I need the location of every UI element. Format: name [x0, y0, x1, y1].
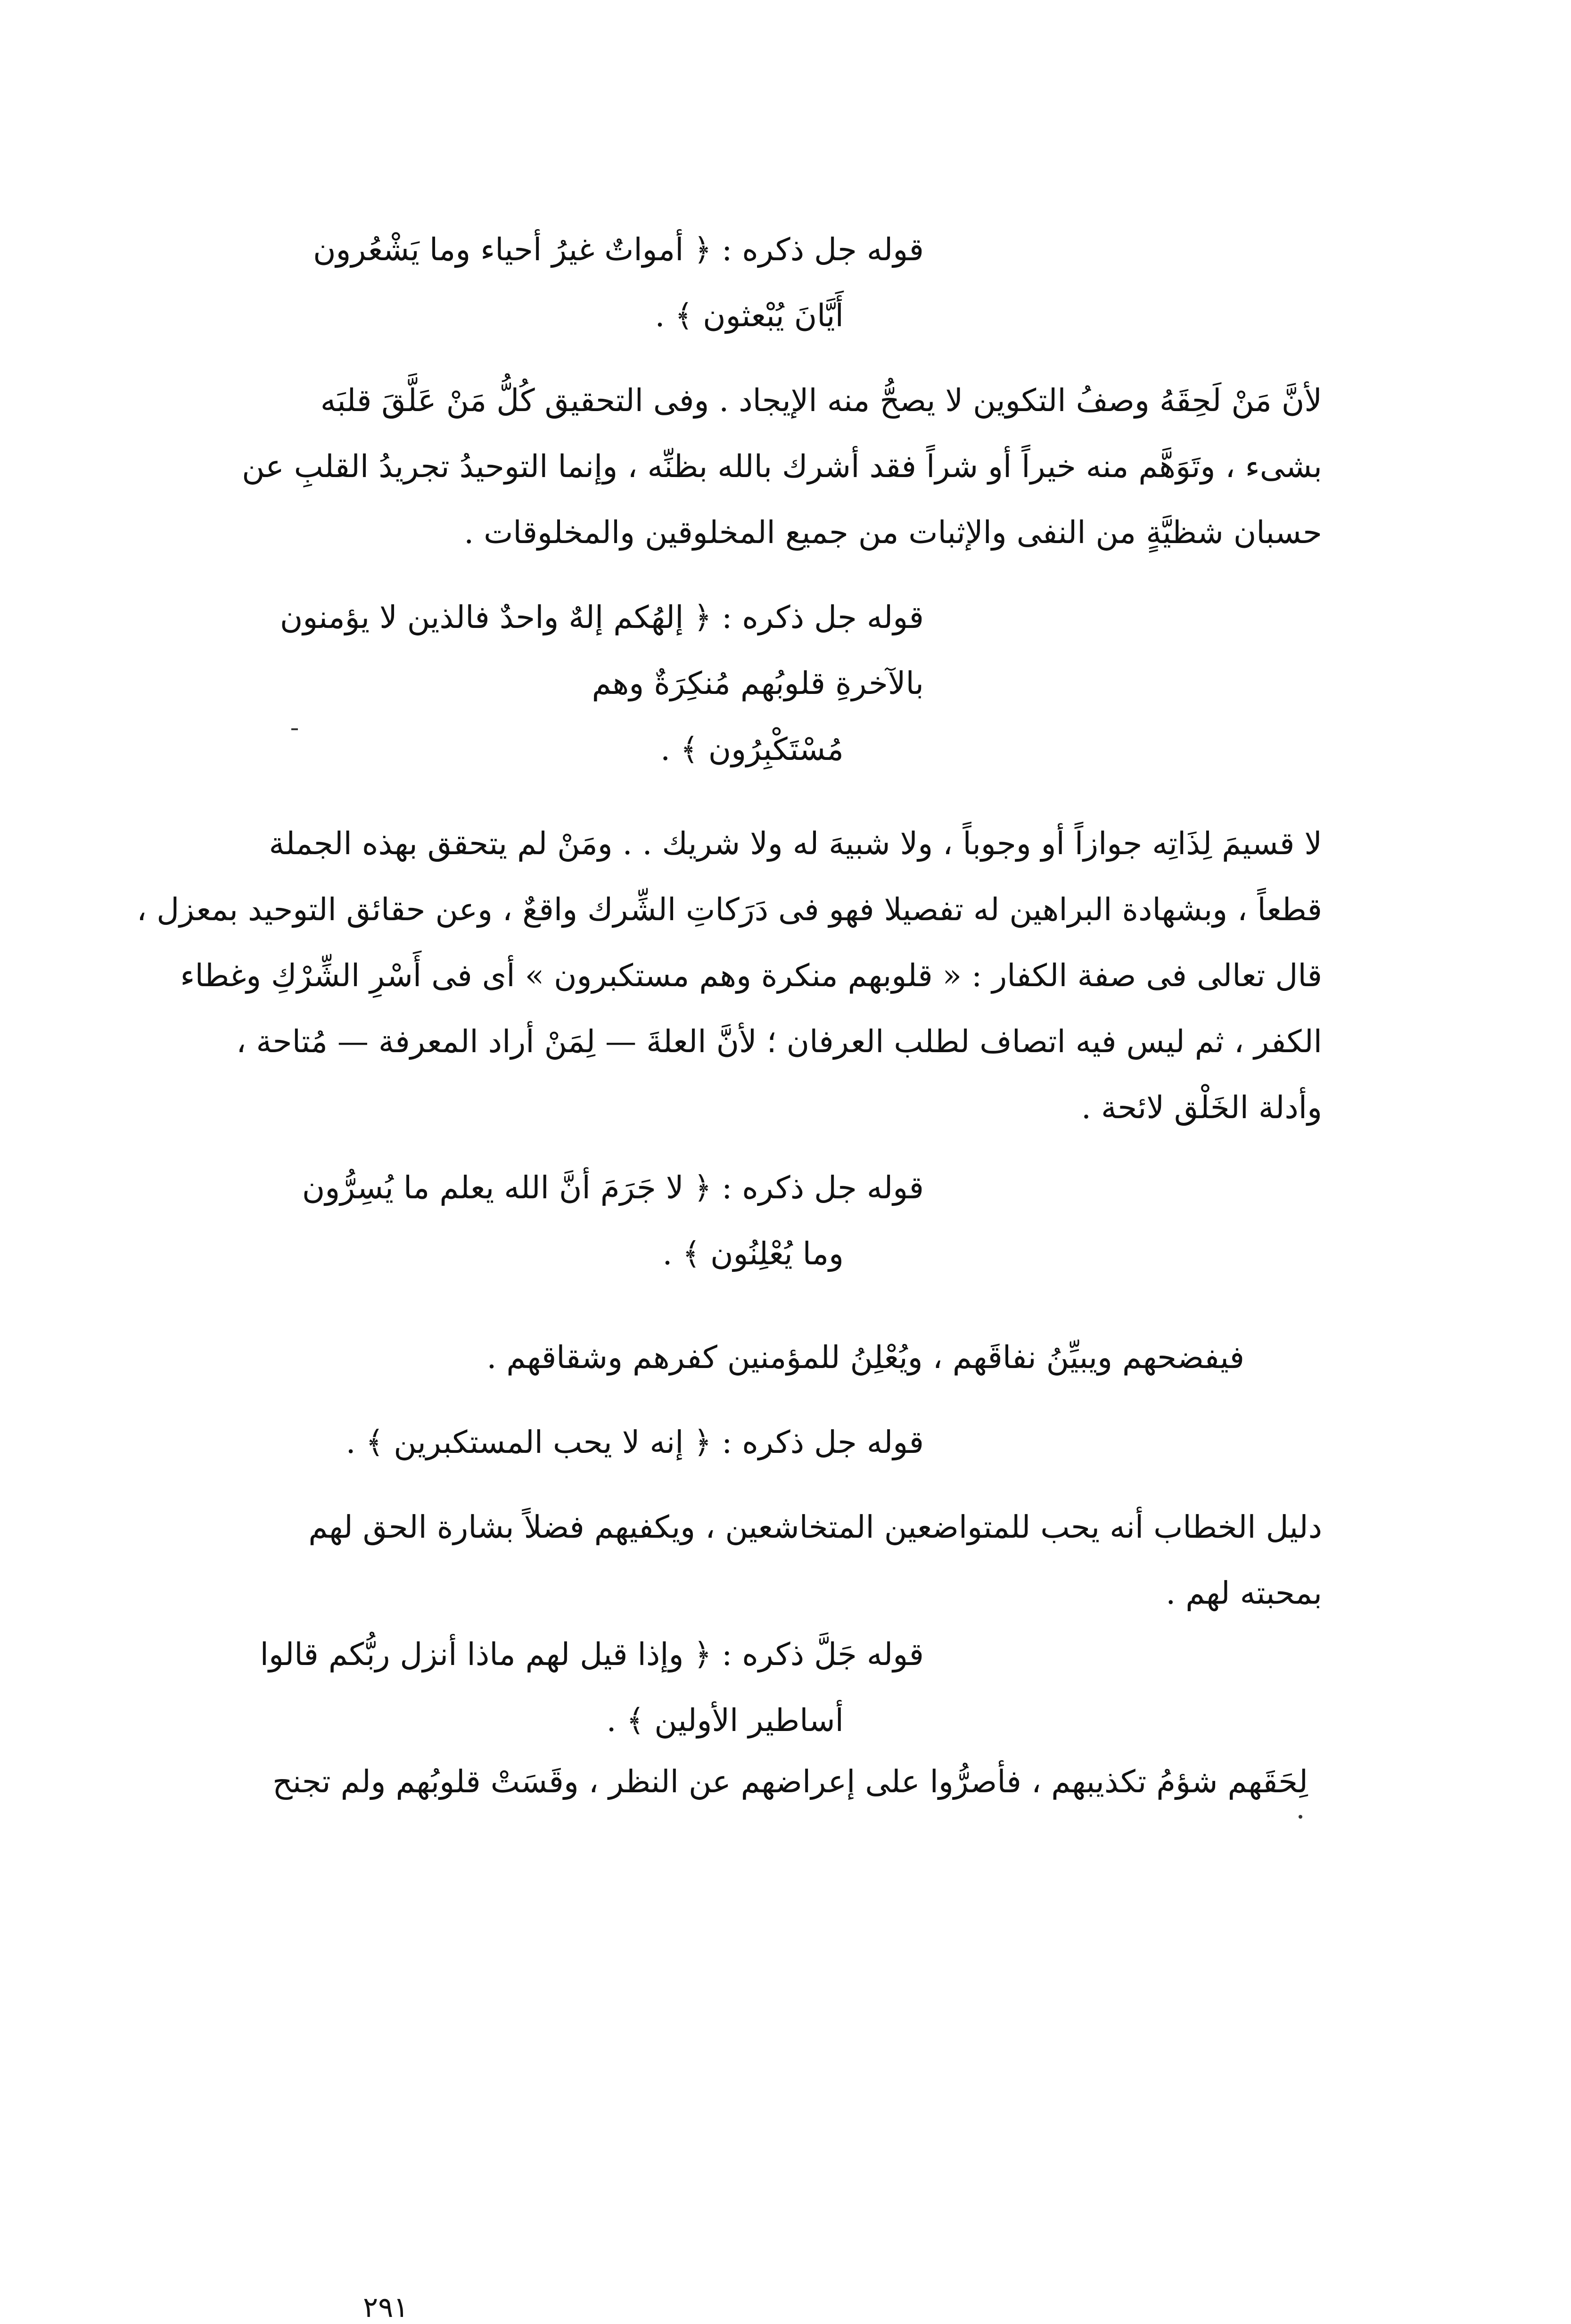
verse-block-7 [325, 1409, 924, 1475]
commentary-line: قال تعالى فى صفة الكفار : « قلوبهم منكرة وهم مستكبرون » أى فى أَسْرِ الشِّرْكِ وغطاء [180, 957, 1322, 994]
commentary-line: قطعاً ، وبشهادة البراهين له تفصيلا فهو فى دَرَكاتِ الشِّرك واقعٌ ، وعن حقائق التوحيد بمعزل ، [136, 891, 1322, 928]
verse-block-3 [280, 585, 924, 783]
verse-line: بالآخرةِ قلوبُهم مُنكِرَةٌ وهم [592, 665, 924, 701]
commentary-line: فيفضحهم ويبيِّنُ نفاقَهم ، ويُعْلِنُ للمؤمنين كفرهم وشقاقهم . [486, 1339, 1244, 1376]
commentary-line: حسبان شظيَّةٍ من النفى والإثبات من جميع المخلوقين والمخلوقات . [464, 514, 1322, 551]
commentary-line: لأنَّ مَنْ لَحِقَهُ وصفُ التكوين لا يصحُّ منه الإيجاد . وفى التحقيق كُلُّ مَنْ عَلَّقَ قلبَه [320, 382, 1322, 419]
page-number: ٢٩١ [363, 2291, 409, 2324]
commentary-line: لِحَقَهم شؤمُ تكذيبهم ، فأصرُّوا على إعراضهم عن النظر ، وقَسَتْ قلوبُهم ولم تجنح [272, 1764, 1308, 1800]
commentary-block-8 [308, 1494, 1322, 1626]
verse-line: وما يُعْلِنُون ﴾ . [662, 1236, 844, 1272]
verse-block-1 [313, 217, 924, 349]
margin-mark [1299, 1815, 1302, 1819]
verse-line: قوله جل ذكره : ﴿ إنه لا يحب المستكبرين ﴾ . [345, 1424, 924, 1460]
commentary-block-4 [136, 811, 1322, 1141]
commentary-block-10 [272, 1749, 1308, 1815]
commentary-line: لا قسيمَ لِذَاتِه جوازاً أو وجوباً ، ولا شبيهَ له ولا شريك . . ومَنْ لم يتحقق بهذه الجملة [269, 825, 1322, 862]
commentary-block-6 [325, 1325, 1244, 1391]
verse-line: قوله جل ذكره : ﴿ أمواتٌ غيرُ أحياء وما يَشْعُرون [313, 231, 924, 268]
commentary-line: وأدلة الخَلْق لائحة . [1081, 1089, 1322, 1126]
commentary-line: بشىء ، وتَوَهَّم منه خيراً أو شراً فقد أشرك بالله بظنِّه ، وإنما التوحيدُ تجريدُ القلبِ عن [242, 448, 1322, 485]
commentary-line: الكفر ، ثم ليس فيه اتصاف لطلب العرفان ؛ لأنَّ العلةَ — لِمَنْ أراد المعرفة — مُتاحة ، [236, 1023, 1322, 1060]
verse-line: مُسْتَكْبِرُون ﴾ . [660, 731, 844, 767]
margin-mark [291, 728, 298, 730]
verse-line: قوله جل ذكره : ﴿ لا جَرَمَ أنَّ الله يعلم ما يُسِرُّون [302, 1170, 924, 1206]
verse-line: قوله جَلَّ ذكره : ﴿ وإذا قيل لهم ماذا أنزل ربُّكم قالوا [260, 1636, 924, 1673]
verse-line: أساطير الأولين ﴾ . [606, 1702, 844, 1739]
verse-line: قوله جل ذكره : ﴿ إلهُكم إلهٌ واحدٌ فالذين لا يؤمنون [280, 599, 924, 635]
commentary-line: بمحبته لهم . [1166, 1575, 1322, 1611]
commentary-block-2 [242, 368, 1322, 566]
verse-line: أَيَّانَ يُبْعثون ﴾ . [655, 297, 844, 334]
commentary-line: دليل الخطاب أنه يحب للمتواضعين المتخاشعين ، ويكفيهم فضلاً بشارة الحق لهم [308, 1509, 1322, 1545]
verse-block-9 [260, 1622, 924, 1754]
verse-block-5 [302, 1155, 924, 1287]
